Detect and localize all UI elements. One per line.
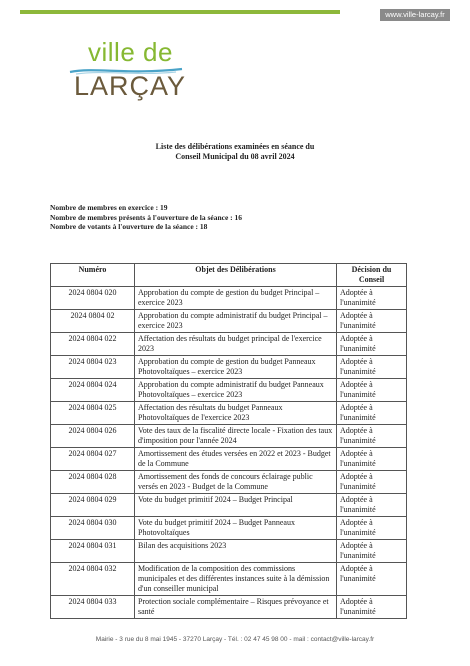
deliberation-subject: Approbation du compte de gestion du budget Principal – exercice 2023 <box>135 287 337 310</box>
deliberation-number: 2024 0804 022 <box>51 333 135 356</box>
council-decision: Adoptée à l'unanimité <box>337 517 407 540</box>
deliberation-number: 2024 0804 023 <box>51 356 135 379</box>
council-decision: Adoptée à l'unanimité <box>337 356 407 379</box>
deliberation-number: 2024 0804 02 <box>51 310 135 333</box>
council-decision: Adoptée à l'unanimité <box>337 471 407 494</box>
deliberation-number: 2024 0804 028 <box>51 471 135 494</box>
deliberation-number: 2024 0804 032 <box>51 563 135 596</box>
deliberation-subject: Vote du budget primitif 2024 – Budget Panneaux Photovoltaïques <box>135 517 337 540</box>
deliberation-subject: Vote du budget primitif 2024 – Budget Principal <box>135 494 337 517</box>
deliberation-number: 2024 0804 030 <box>51 517 135 540</box>
website-label: www.ville-larcay.fr <box>380 9 450 21</box>
table-row <box>51 563 407 596</box>
table-row <box>51 540 407 563</box>
council-decision: Adoptée à l'unanimité <box>337 448 407 471</box>
council-decision: Adoptée à l'unanimité <box>337 333 407 356</box>
page-footer: Mairie - 3 rue du 8 mai 1945 - 37270 Larçay - Tél. : 02 47 45 98 00 - mail : contact@ville-larcay.fr <box>95 636 375 643</box>
deliberation-number: 2024 0804 031 <box>51 540 135 563</box>
council-decision: Adoptée à l'unanimité <box>337 596 407 619</box>
deliberation-number: 2024 0804 026 <box>51 425 135 448</box>
deliberation-subject: Amortissement des fonds de concours éclairage public versés en 2023 - Budget de la Commune <box>135 471 337 494</box>
header-bar <box>20 10 340 14</box>
table-row <box>51 287 407 310</box>
present-count: Nombre de membres présents à l'ouverture de la séance : 16 <box>50 212 243 222</box>
deliberation-number: 2024 0804 029 <box>51 494 135 517</box>
deliberation-subject: Bilan des acquisitions 2023 <box>135 540 337 563</box>
council-decision: Adoptée à l'unanimité <box>337 287 407 310</box>
deliberation-subject: Approbation du compte de gestion du budget Panneaux Photovoltaïques – exercice 2023 <box>135 356 337 379</box>
table-row <box>51 402 407 425</box>
council-decision: Adoptée à l'unanimité <box>337 425 407 448</box>
attendance-stats <box>50 203 242 232</box>
table-header-row <box>51 264 407 287</box>
title-line-2: Conseil Municipal du 08 avril 2024 <box>175 152 295 161</box>
table-row <box>51 596 407 619</box>
deliberation-subject: Protection sociale complémentaire – Risques prévoyance et santé <box>135 596 337 619</box>
council-decision: Adoptée à l'unanimité <box>337 494 407 517</box>
deliberation-subject: Amortissement des études versées en 2022 et 2023 - Budget de la Commune <box>135 448 337 471</box>
deliberations-table <box>50 263 407 619</box>
logo-text-bottom: LARÇAY <box>74 71 187 101</box>
document-title <box>100 142 370 162</box>
members-count: Nombre de membres en exercice : 19 <box>50 203 168 212</box>
table-row <box>51 471 407 494</box>
council-decision: Adoptée à l'unanimité <box>337 563 407 596</box>
deliberation-number: 2024 0804 025 <box>51 402 135 425</box>
council-decision: Adoptée à l'unanimité <box>337 402 407 425</box>
voters-count: Nombre de votants à l'ouverture de la séance : 18 <box>50 222 208 231</box>
table-row <box>51 425 407 448</box>
table-row <box>51 310 407 333</box>
logo-text-top: ville de <box>88 37 173 67</box>
council-decision: Adoptée à l'unanimité <box>337 379 407 402</box>
town-logo <box>66 38 186 110</box>
table-row <box>51 379 407 402</box>
table-row <box>51 333 407 356</box>
header-decision: Décision du Conseil <box>337 264 407 287</box>
deliberation-number: 2024 0804 033 <box>51 596 135 619</box>
council-decision: Adoptée à l'unanimité <box>337 540 407 563</box>
deliberation-subject: Approbation du compte administratif du budget Panneaux Photovoltaïques – exercice 2023 <box>135 379 337 402</box>
table-row <box>51 448 407 471</box>
deliberation-number: 2024 0804 024 <box>51 379 135 402</box>
council-decision: Adoptée à l'unanimité <box>337 310 407 333</box>
deliberation-subject: Approbation du compte administratif du budget Principal – exercice 2023 <box>135 310 337 333</box>
deliberation-subject: Vote des taux de la fiscalité directe locale - Fixation des taux d'imposition pour l'année 2024 <box>135 425 337 448</box>
deliberation-number: 2024 0804 020 <box>51 287 135 310</box>
deliberation-subject: Affectation des résultats du budget principal de l'exercice 2023 <box>135 333 337 356</box>
deliberation-subject: Affectation des résultats du budget Panneaux Photovoltaïques de l'exercice 2023 <box>135 402 337 425</box>
table-row <box>51 356 407 379</box>
deliberation-number: 2024 0804 027 <box>51 448 135 471</box>
header-numero: Numéro <box>51 264 135 287</box>
header-objet: Objet des Délibérations <box>135 264 337 287</box>
table-row <box>51 517 407 540</box>
title-line-1: Liste des délibérations examinées en séance du <box>155 142 315 151</box>
deliberation-subject: Modification de la composition des commissions municipales et des différentes instances suite à la démission d'un conseiller municipal <box>135 563 337 596</box>
table-row <box>51 494 407 517</box>
